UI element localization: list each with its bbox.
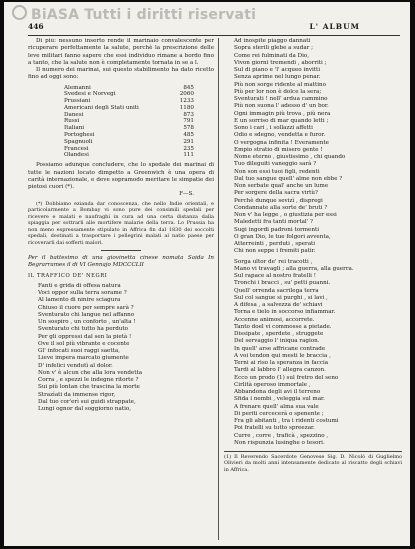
nation-cell: Portoghesi xyxy=(64,132,95,139)
table-row xyxy=(64,132,194,139)
verse-line: A difesa , a salvezza de' schiavi xyxy=(234,302,323,308)
verse-line: Un sospiro , un conforto , un'alta ! xyxy=(38,319,136,326)
verse-line: Strazìati da immense rigor, xyxy=(38,391,116,398)
poem-verses-right-b xyxy=(224,259,402,448)
nation-cell: Svedesi e Norvegi xyxy=(64,91,116,98)
header-rule xyxy=(28,35,400,36)
verse-line: Sopra sterili glebe a sudar ; xyxy=(234,45,314,52)
verse-line: Atterreinti , perduti , sperati xyxy=(234,241,316,247)
verse-line: Lieve impera marcato giumente xyxy=(38,355,129,362)
verse-line: Senza aprime nel lungo penar. xyxy=(234,74,321,81)
page-header xyxy=(28,22,400,34)
poem-verses-left xyxy=(28,283,214,414)
watermark xyxy=(12,5,256,23)
verse-line: Sono i cari , i sollazzi affetti xyxy=(234,125,313,131)
count-cell: 1180 xyxy=(179,104,194,111)
nation-cell: Italiani xyxy=(64,125,85,132)
verse-line: Tuo dileguiti vaneggio sarà ? xyxy=(234,161,317,168)
verse-line: Dal tuo cor'erì sui guidi strappate, xyxy=(38,398,136,405)
verse-line: Perchè dunque sevizì , dispregi xyxy=(234,197,323,204)
verse-line: Più non suona l' adesso d' un bor. xyxy=(234,103,329,110)
verse-line: Corra , e spezzi le indegne ritorte ? xyxy=(38,377,139,384)
verse-line: Non rispunzia lusinghe o tesori. xyxy=(234,439,325,446)
library-logo-icon xyxy=(12,5,27,20)
table-row xyxy=(64,118,194,125)
verse-line: Chi non seppe i fremiti patir. xyxy=(234,248,316,255)
verse-line: O gran Dio, le tue folgori avventa, xyxy=(234,233,331,240)
verse-line: Ecco un prodo (1) sul fretro del seno xyxy=(234,374,339,381)
verse-line: Non v' è alcun che alla lora vendetta xyxy=(38,369,143,376)
poem-title: IL TRAFFICO DE' NEGRI xyxy=(28,272,108,279)
verse-line: Abbandona degli avi il terreno xyxy=(234,389,321,395)
signature: F—S. xyxy=(179,191,194,198)
verse-line: D' infelici vendutì al dolor. xyxy=(38,362,113,369)
verse-line: Lungi ognor dal soggiorno natio, xyxy=(38,406,132,413)
verse-line: A voi tendon qui mesti le braccia , xyxy=(234,352,331,359)
verse-line: Più per lor non è dolce la sera; xyxy=(234,88,322,95)
verse-line: Tronchi i bracci , su' petti puanni. xyxy=(234,280,331,287)
verse-line: Chiuso il cuore per sempre sarà ? xyxy=(38,304,134,311)
count-cell: 485 xyxy=(183,132,194,139)
verse-line: Curre , corre , traficà , spezzino , xyxy=(234,432,329,439)
verse-line: Del servaggio l' iniqua ragion. xyxy=(234,338,320,345)
verse-line: Condannate alla sorte de' bruti ? xyxy=(234,204,328,211)
verse-line: Per sorgere della sacra virtù? xyxy=(234,190,319,197)
count-cell: 578 xyxy=(183,125,194,132)
page-number: 446 xyxy=(28,22,44,31)
verse-line: Dissipate , sperdete , struggete xyxy=(234,331,324,337)
section-separator xyxy=(101,250,141,251)
verse-line: Voci oppor sulla terra sorame ? xyxy=(38,290,127,297)
verse-line: Fanti e grida di offesa natura xyxy=(38,282,121,289)
count-cell: 291 xyxy=(183,138,194,145)
conclusion-paragraph: Possiamo adunque concludere, che lo spedale dei marinai di tutte le nazioni locato dimpetto a Greenwich è una opera di carità internazionale, e deve sopramodo meritare le simpatie dei pietosi cuori (*). xyxy=(28,162,214,191)
journal-title: L' ALBUM xyxy=(309,22,360,31)
table-row xyxy=(64,85,194,92)
verse-line: Per gli oppressi dal sen la pietà ! xyxy=(38,333,132,340)
table-row xyxy=(64,91,194,98)
nation-cell: Prussiani xyxy=(64,98,91,105)
poem-verses-right-a xyxy=(224,38,402,256)
count-cell: 873 xyxy=(183,111,194,118)
table-row xyxy=(64,152,194,159)
nation-cell: Alemanni xyxy=(64,84,91,91)
verse-line: A frenare quell' alma sua vale xyxy=(234,403,319,410)
verse-line: Come rei fulminati da Dio, xyxy=(234,52,310,59)
verse-line: Sventurato chi langue nel affanno xyxy=(38,311,135,318)
poem-dedication: Per il battesimo di una giovinetta cinese nomata Saida In Begrarrames il di VI Gennajo MDCCCLII xyxy=(28,255,214,269)
left-column xyxy=(28,38,214,542)
verse-line: Tanto doel vi commosse a pietade. xyxy=(234,323,332,330)
verse-line: Torna e tielo in soccorso infiammar. xyxy=(234,309,336,316)
table-row xyxy=(64,112,194,119)
verse-line: Cirlità operoso immortale , xyxy=(234,381,311,388)
count-cell: 845 xyxy=(183,84,194,91)
verse-line: Poi fratelli su tutto spreezar. xyxy=(234,425,315,432)
verse-line: Odio e sdegno, vendetta e furor. xyxy=(234,132,326,139)
verse-line: Più non sorge ridente al mattino xyxy=(234,81,326,88)
verse-line: Sventurato chi tutto ha perduto xyxy=(38,326,129,333)
column-divider xyxy=(218,38,219,540)
table-row xyxy=(64,146,194,153)
verse-line: Accenne animosi, accorrete. xyxy=(234,316,315,323)
verse-line: Sul di piano e 'l' acqueo invitti xyxy=(234,67,321,73)
verse-line: Terni ai riso la speranza in faccia xyxy=(234,360,329,366)
verse-line: Dal tuo sangue quell' alme non ebbe ? xyxy=(234,175,343,182)
count-cell: 1233 xyxy=(179,98,194,105)
intro-paragraph: Di più: nessuno inserto rende il marinaio convalescente per ricuperare perfettamente la salute, perchè la prescrizione delle leve militari fanno sapere che essi individuo rimane a bordo fino a tanto, che la salute non è completamente tornata in se a l. xyxy=(28,38,214,66)
count-paragraph: Il numero dei marinai, sui questo stabilimento ha dato ricetto fino ad oggi sono: xyxy=(28,67,214,81)
table-row xyxy=(64,125,194,132)
sailor-count-table xyxy=(64,85,194,160)
verse-line: Ove il sol più vibrante e cocente xyxy=(38,340,130,347)
verse-line: Sul rapace al nostro fratelli ! xyxy=(234,273,316,279)
verse-line: Sfida i nembi , veleggia sul mar. xyxy=(234,396,325,403)
verse-line: Tardi al labbro l' allegra canzon. xyxy=(234,367,326,374)
watermark-text: BiASA Tutti i diritti riservati xyxy=(31,7,257,23)
verse-line: Sul col sangue si purghi , si lavi , xyxy=(234,294,328,301)
nation-cell: Russi xyxy=(64,118,80,125)
nation-cell: Francesi xyxy=(64,145,89,152)
right-column xyxy=(224,38,402,542)
verse-line: Vivon giorni tremendi , aborriti ; xyxy=(234,59,327,66)
verse-line: Non serbate qual' anche un lume xyxy=(234,183,329,189)
verse-line: Sorga ultor de' rei tracotti , xyxy=(234,258,313,265)
count-cell: 235 xyxy=(183,145,194,152)
nation-cell: Americani degli Stati uniti xyxy=(64,104,139,111)
table-row xyxy=(64,139,194,146)
nation-cell: Spagnuoli xyxy=(64,138,93,145)
verse-line: O vergogna infinita ! Everamente xyxy=(234,139,329,146)
nation-cell: Danesi xyxy=(64,111,84,118)
verse-line: Non v' ha legge , o giustizia per essi xyxy=(234,212,337,218)
document-page xyxy=(4,2,410,546)
verse-line: Di periti cercecerà o spenente ; xyxy=(234,410,324,417)
nation-cell: Olandesi xyxy=(64,152,89,159)
verse-line: Sui più lontan che trascina la morte xyxy=(38,384,140,391)
count-cell: 111 xyxy=(183,152,194,159)
verse-line: Al lamento di ninire sciagura xyxy=(38,297,121,304)
verse-line: Maledetti fra tanti mortal' ? xyxy=(234,219,314,226)
verse-line: Gl' infocati suoi raggi saetta, xyxy=(38,348,120,355)
verse-line: Ad inospite piaggo dannati xyxy=(234,38,311,44)
verse-line: Non son essi tuoi figli, redenti xyxy=(234,168,320,175)
footnote-right: (1) Il Reverendo Sacerdote Genovese Sig. D. Nicolò di Guglielmo Olivieri da molti anni intensamente dedicato al riscatto degli schiavi in Affrica. xyxy=(224,451,402,473)
count-cell: 791 xyxy=(183,118,194,125)
verse-line: Nome eterno , giustissimo , chi quando xyxy=(234,154,346,160)
verse-line: Ogni immagin più trova , più nera xyxy=(234,110,331,117)
verse-line: Sugi ingordi padroni tormenti xyxy=(234,226,319,233)
verse-line: E un sorriso di mar quando letti ; xyxy=(234,117,329,124)
count-cell: 2060 xyxy=(179,91,194,98)
verse-line: Quell' orrenda sacrilega terra xyxy=(234,287,319,294)
footnote-left: (*) Dobbiamo ezianda dar conoscenza, che nello Indie orientali, e particolarmente a Bombay vi sono pure dei consimili spedali per ricevere e malati e naufraghi in cura ad una certa distanza dalla spiaggia per sottrarli alle mortifere malarie della terra. Lo Prussia ha non meno espressamente stipulato in Affrica fin dal 1830 dei soccolti spedali, destinati a trasportare i pellegrini malati al natio paese per ricoverarli dai sofferti malori. xyxy=(28,200,214,246)
table-row xyxy=(64,98,194,105)
verse-line: Sventurati ! nell' ardua cammino xyxy=(234,96,328,102)
verse-line: Fra gli abitanti , tra i ridenti costumi xyxy=(234,418,339,424)
verse-line: In quell' arse affricane contrade xyxy=(234,345,326,352)
verse-line: Mano vi travagli ; alla guerra, alla guerra. xyxy=(234,265,354,272)
table-row xyxy=(64,105,194,112)
verse-line: Empio stratio di misero gente ! xyxy=(234,146,323,153)
